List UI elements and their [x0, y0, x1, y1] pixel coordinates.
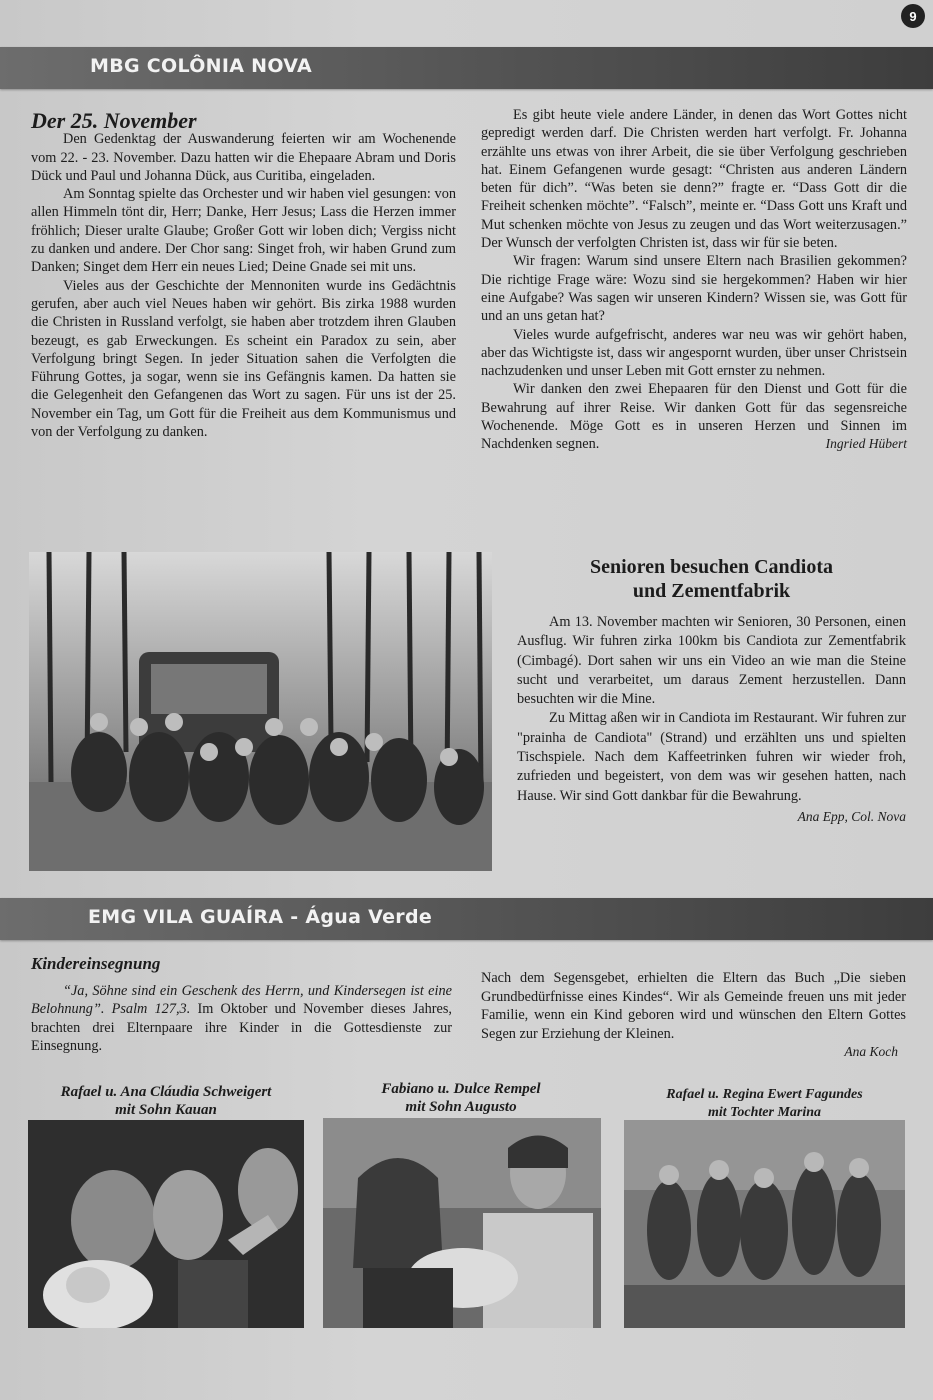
author-signature: Ingried Hübert: [825, 436, 907, 452]
article-paragraph: Den Gedenktag der Auswanderung feierten wir am Wochenende vom 22. - 23. November. Dazu hatten wir die Ehepaare Abram und Doris Dück und Paul und Johanna Dück, aus Curitiba, eingeladen.: [31, 131, 456, 184]
article-seniors: [517, 555, 906, 826]
group-photo-seniors: [29, 552, 492, 871]
article-title: Kindereinsegnung: [31, 954, 161, 973]
caption-line: Fabiano u. Dulce Rempel: [381, 1081, 541, 1097]
article-title-line: und Zementfabrik: [632, 580, 791, 602]
photo-rempel-family: [323, 1118, 601, 1328]
author-signature: Ana Koch: [844, 1044, 898, 1059]
article-paragraph: Am Sonntag spielte das Orchester und wir haben viel gesungen: von allen Himmeln tönt dir, Herr; Danke, Herr Jesus; Lass die Herzen immer fröhlich; Dieser uralte Glaube; Großer Gott wir loben dich; Vergiss nicht zu danken und andere. Der Chor sang: Singet froh, wir haben Grund zum Danken; Singet dem Herr ein neues Lied; Deine Gnade sei mit uns.: [31, 186, 456, 276]
section-title: MBG COLÔNIA NOVA: [90, 55, 313, 77]
article-title: Der 25. November: [31, 108, 197, 133]
article-seniors-title: [517, 555, 906, 603]
article-paragraph: [481, 380, 907, 453]
article-paragraph: Zu Mittag aßen wir in Candiota im Restaurant. Wir fuhren zur "prainha de Candiota" (Strand) und erzählten uns und spielten Tischspiele. Nach dem Kaffeetrinken fuhren wir wieder froh, zufrieden und begeistert, von dem was wir gesehen hatten, nach Hause. Wir sind Gott dankbar für die Bewahrung.: [517, 710, 906, 804]
kindereinsegnung-right-column: [481, 969, 906, 1062]
caption-line: mit Sohn Kauan: [115, 1102, 217, 1118]
caption-line: mit Tochter Marina: [707, 1105, 822, 1120]
author-signature: Ana Epp, Col. Nova: [797, 808, 906, 824]
photo-image: [28, 1120, 304, 1328]
section-header-band: [0, 898, 933, 940]
article-left-column: [31, 108, 456, 441]
article-paragraph: Vieles wurde aufgefrischt, anderes war neu was wir gehört haben, aber das Wichtigste ist, dass wir angespornt wurden, über unser Christsein nachzudenken und unser Leben mit Gott ernster zu nehmen.: [481, 326, 907, 380]
caption-line: Rafael u. Regina Ewert Fagundes: [666, 1087, 863, 1102]
kindereinsegnung-left-column: [31, 955, 452, 1056]
section-title: EMG VILA GUAÍRA - Água Verde: [88, 906, 433, 928]
photo-caption: [624, 1086, 905, 1122]
article-paragraph: Es gibt heute viele andere Länder, in denen das Wort Gottes nicht gepredigt werden darf. Die Christen werden hart verfolgt. Fr. Johanna erzählte uns etwas von ihrer Arbeit, die sie über Verfolgung geschrieben hat. Einem Gefangenen wurde gesagt: “Christen aus anderen Ländern beten für dich”. “Was beten sie denn?” fragte er. “Dass Gott dir die Freiheit schenken möchte”. “Falsch”, meinte er. “Dass Gott uns Kraft und Mut schenken möchte von Jesus zu zeugen und das Wort weiterzusagen.” Der Wunsch der verfolgten Christen ist, dass wir für sie beten.: [481, 107, 907, 252]
group-photo-image: [29, 552, 492, 871]
photo-schweigert-family: [28, 1120, 304, 1328]
article-title-line: Senioren besuchen Candiota: [589, 556, 833, 578]
article-paragraph-text: Im Oktober und November dieses Jahres, brachten drei Elternpaare ihre Kinder in die Gottesdienste zur Einsegnung.: [31, 1001, 453, 1054]
photo-image: [323, 1118, 601, 1328]
photo-caption: [323, 1080, 599, 1116]
article-paragraph: Am 13. November machten wir Senioren, 30 Personen, einen Ausflug. Wir fuhren zirka 100km bis Candiota zur Zementfabrik (Cimbagé). Dort sahen wir uns ein Video an wie man die Steine sucht und verarbeitet, um daraus Zement herzustellen. Dann besuchten wir die Mine.: [517, 614, 906, 708]
caption-line: Rafael u. Ana Cláudia Schweigert: [60, 1084, 272, 1100]
bible-quote: “Ja, Söhne sind ein Geschenk des Herrn, und Kindersegen ist eine Belohnung”. Psalm 127,3.: [31, 982, 452, 1017]
article-paragraph-text: Wir danken den zwei Ehepaaren für den Dienst und Gott für die Bewahrung auf ihrer Reise. Wir danken Gott für das segensreiche Wochenende. Möge Gott es in unseren Herzen und Sinnen im Nachdenken segnen.: [481, 381, 907, 453]
article-paragraph: Vieles aus der Geschichte der Mennoniten wurde ins Gedächtnis gerufen, aber auch viel Neues haben wir gehört. Bis zirka 1988 wurden die Christen in Russland verfolgt, sie haben aber trotzdem ihren Glauben bezeugt, es gab Erweckungen. Es scheint ein Paradox zu sein, aber Verfolgung bringt Segen. In jeder Situation sahen die Verfolgten die Führung Gottes, ja sogar, wenn sie ins Gefängnis kamen. Da hatten sie die Gelegenheit den Gefangenen das Wort zu sagen. Für uns ist der 25. November ein Tag, um Gott für die Freiheit aus dem Kommunismus und von der Verfolgung zu danken.: [31, 277, 456, 441]
article-paragraph: Wir fragen: Warum sind unsere Eltern nach Brasilien gekommen? Die richtige Frage wäre: Wozu sind sie hergekommen? Haben wir hier eine Aufgabe? Was sagen wir unseren Kindern? Wissen sie, was Gott für und an uns getan hat?: [481, 253, 907, 325]
article-right-column: [481, 106, 907, 454]
page-number: 9: [901, 4, 925, 28]
article-paragraph: [31, 982, 452, 1056]
photo-caption: [28, 1083, 304, 1119]
photo-image: [624, 1120, 905, 1328]
article-paragraph: Nach dem Segensgebet, erhielten die Eltern das Buch „Die sieben Grundbedürfnisse eines Kindes“. Wir als Gemeinde freuen uns mit jeder Familie, wenn ein Kind geboren wird und wünschen den Eltern Gottes Segen zur Erziehung der Kleinen.: [481, 970, 906, 1042]
section-header-band: [0, 47, 933, 89]
caption-line: mit Sohn Augusto: [405, 1099, 517, 1115]
photo-fagundes-family: [624, 1120, 905, 1328]
